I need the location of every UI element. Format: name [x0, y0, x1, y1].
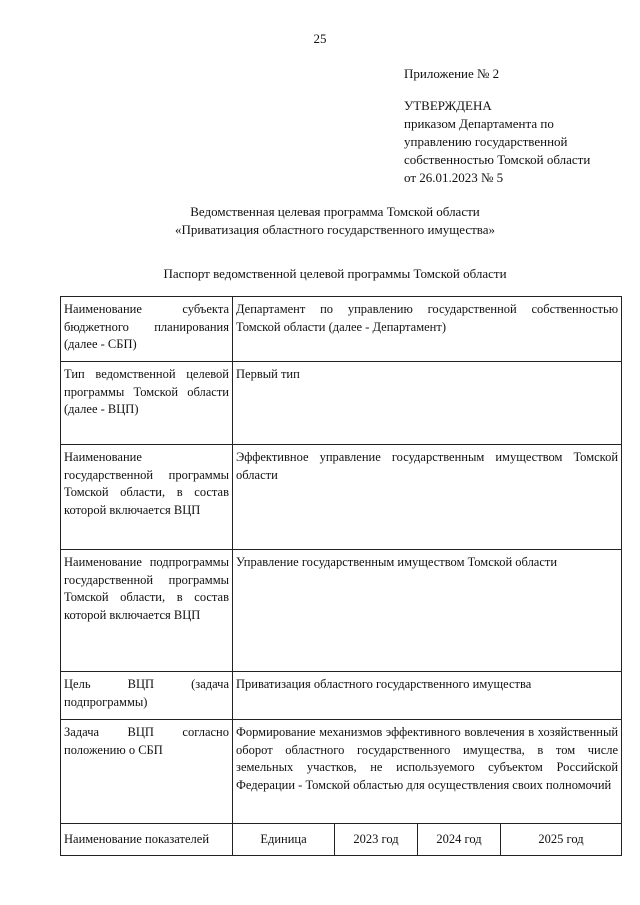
table-row: [61, 720, 622, 824]
passport-title: Паспорт ведомственной целевой программы Томской области: [163, 266, 507, 281]
row-value: Управление государственным имуществом Томской области: [233, 550, 622, 672]
row-label: Наименование субъекта бюджетного планирования (далее - СБП): [61, 297, 233, 362]
row-label: Наименование государственной программы Томской области, в состав которой включается ВЦП: [61, 445, 233, 550]
page-number: 25: [313, 31, 327, 46]
table-row: [61, 445, 622, 550]
table-row: [61, 672, 622, 720]
year-2025-header: 2025 год: [501, 824, 622, 856]
program-title: [0, 203, 640, 239]
row-value: Эффективное управление государственным имуществом Томской области: [233, 445, 622, 550]
indicator-name-header: Наименование показателей: [61, 824, 233, 856]
program-title-line-2: «Приватизация областного государственного имущества»: [174, 222, 496, 237]
row-label: Тип ведомственной целевой программы Томской области (далее - ВЦП): [61, 362, 233, 445]
passport-table: [60, 296, 622, 856]
program-title-line-1: Ведомственная целевая программа Томской области: [190, 204, 480, 219]
year-2024-header: 2024 год: [418, 824, 501, 856]
indicator-header-row: [61, 824, 622, 856]
unit-header: Единица: [233, 824, 335, 856]
table-row: [61, 362, 622, 445]
table-row: [61, 297, 622, 362]
row-label: Наименование подпрограммы государственной программы Томской области, в состав которой включается ВЦП: [61, 550, 233, 672]
row-value: Департамент по управлению государственной собственностью Томской области (далее - Департамент): [233, 297, 622, 362]
row-label: Цель ВЦП (задача подпрограммы): [61, 672, 233, 720]
approved-heading: УТВЕРЖДЕНА: [404, 98, 492, 113]
approval-line-2: управлению государственной: [404, 134, 568, 149]
approval-line-4: от 26.01.2023 № 5: [404, 170, 504, 185]
row-label: Задача ВЦП согласно положению о СБП: [61, 720, 233, 824]
approval-line-3: собственностью Томской области: [404, 152, 591, 167]
approval-block: [404, 65, 590, 187]
row-value: Приватизация областного государственного имущества: [233, 672, 622, 720]
table-row: [61, 550, 622, 672]
appendix-number: Приложение № 2: [404, 66, 500, 81]
year-2023-header: 2023 год: [335, 824, 418, 856]
approval-line-1: приказом Департамента по: [404, 116, 554, 131]
row-value: Первый тип: [233, 362, 622, 445]
row-value: Формирование механизмов эффективного вовлечения в хозяйственный оборот областного государственного имущества, в том числе земельных участков, не используемого субъектом Российской Федерации - Томской областью для осуществления своих полномочий: [233, 720, 622, 824]
